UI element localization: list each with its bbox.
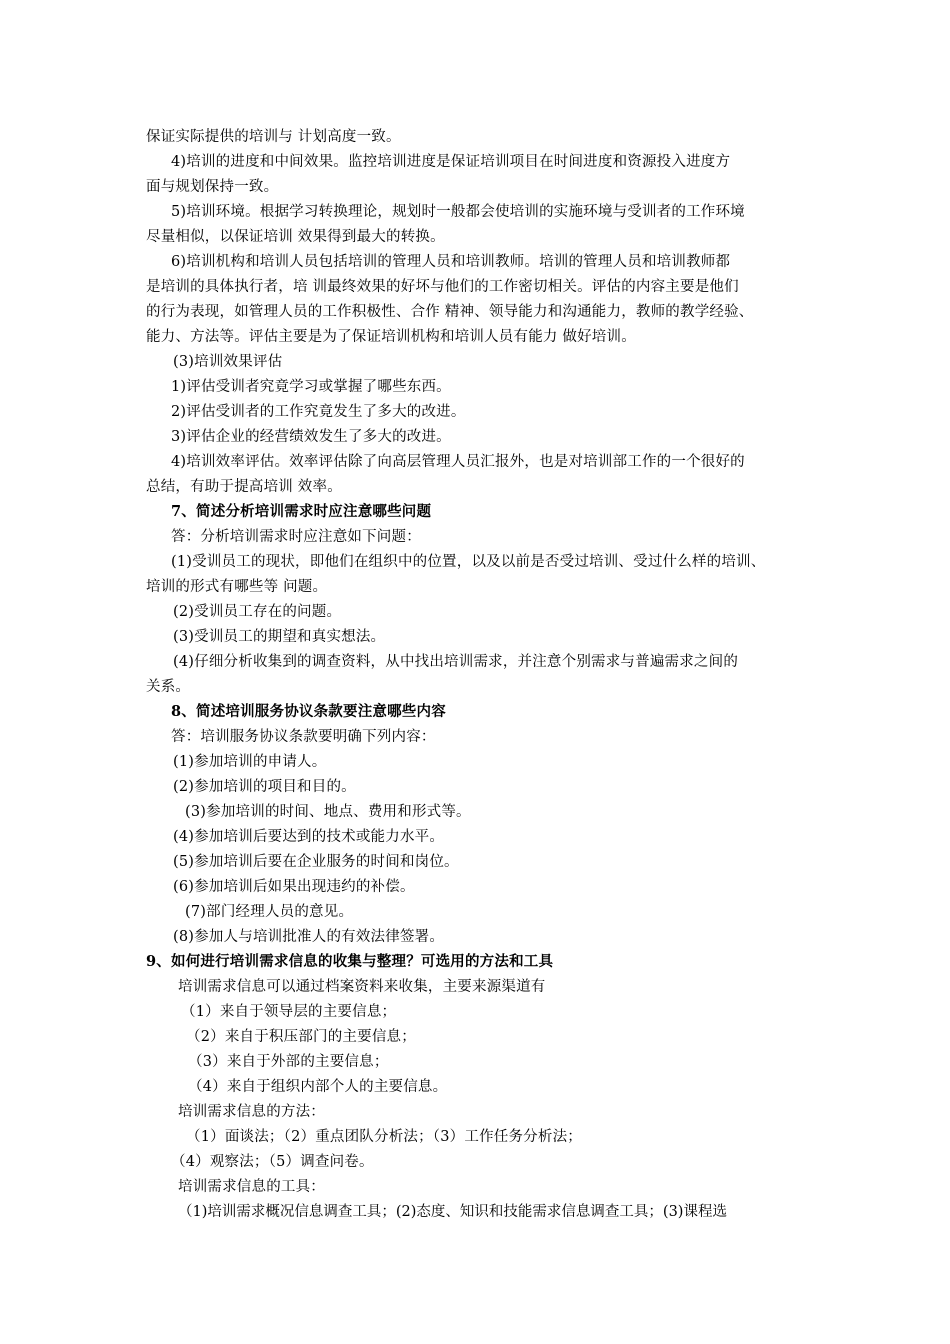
text-line: 的行为表现，如管理人员的工作积极性、合作 精神、领导能力和沟通能力，教师的教学经验、 [146,304,754,320]
text-line: 面与规划保持一致。 [146,179,279,195]
text-line: (1)受训员工的现状，即他们在组织中的位置，以及以前是否受过培训、受过什么样的培训、 [171,554,766,570]
text-line: 是培训的具体执行者，培 训最终效果的好坏与他们的工作密切相关。评估的内容主要是他们 [146,279,739,295]
text-line: 培训需求信息的工具： [178,1179,325,1195]
text-line: 4)培训的进度和中间效果。监控培训进度是保证培训项目在时间进度和资源投入进度方 [171,154,731,170]
text-line: 2)评估受训者的工作究竟发生了多大的改进。 [171,404,466,420]
text-line: （1）面谈法；（2）重点团队分析法；（3）工作任务分析法； [186,1129,582,1145]
text-line: 5)培训环境。根据学习转换理论，规划时一般都会使培训的实施环境与受训者的工作环境 [171,204,745,220]
list-item: (2)参加培训的项目和目的。 [173,779,356,795]
text-line: 保证实际提供的培训与 计划高度一致。 [146,129,401,145]
text-line: 答：分析培训需求时应注意如下问题： [171,529,421,545]
list-item: （2）来自于积压部门的主要信息； [186,1029,416,1045]
text-line: 1)评估受训者究竟学习或掌握了哪些东西。 [171,379,451,395]
list-item: (7)部门经理人员的意见。 [185,904,354,920]
text-line: 关系。 [146,679,191,695]
text-line: 能力、方法等。评估主要是为了保证培训机构和培训人员有能力 做好培训。 [146,329,636,345]
list-item: （3）来自于外部的主要信息； [188,1054,389,1070]
list-item: (1)参加培训的申请人。 [173,754,327,770]
subheading: (3)培训效果评估 [173,354,283,370]
text-line: (3)受训员工的期望和真实想法。 [173,629,386,645]
text-line: 尽量相似，以保证培训 效果得到最大的转换。 [146,229,445,245]
list-item: （4）来自于组织内部个人的主要信息。 [188,1079,448,1095]
text-line: （4）观察法；（5）调查问卷。 [171,1154,374,1170]
list-item: (5)参加培训后要在企业服务的时间和岗位。 [173,854,459,870]
text-line: 3)评估企业的经营绩效发生了多大的改进。 [171,429,451,445]
list-item: （1）来自于领导层的主要信息； [181,1004,397,1020]
list-item: (3)参加培训的时间、地点、费用和形式等。 [185,804,471,820]
text-line: 答：培训服务协议条款要明确下列内容： [171,729,436,745]
text-line: 培训的形式有哪些等 问题。 [146,579,328,595]
text-line: （1)培训需求概况信息调查工具；(2)态度、知识和技能需求信息调查工具；(3)课程选 [178,1204,727,1220]
list-item: (8)参加人与培训批准人的有效法律签署。 [173,929,445,945]
text-line: 6)培训机构和培训人员包括培训的管理人员和培训教师。培训的管理人员和培训教师都 [171,254,731,270]
text-line: 培训需求信息可以通过档案资料来收集，主要来源渠道有 [178,979,546,995]
text-line: 4)培训效率评估。效率评估除了向高层管理人员汇报外，也是对培训部工作的一个很好的 [171,454,745,470]
text-line: (4)仔细分析收集到的调查资料，从中找出培训需求，并注意个别需求与普遍需求之间的 [173,654,739,670]
text-line: (2)受训员工存在的问题。 [173,604,342,620]
section-heading-7: 7、简述分析培训需求时应注意哪些问题 [171,503,432,520]
section-heading-8: 8、简述培训服务协议条款要注意哪些内容 [171,703,446,720]
list-item: (6)参加培训后如果出现违约的补偿。 [173,879,415,895]
section-heading-9: 9、如何进行培训需求信息的收集与整理？可选用的方法和工具 [146,953,554,970]
text-line: 培训需求信息的方法： [178,1104,325,1120]
text-line: 总结，有助于提高培训 效率。 [146,479,342,495]
list-item: (4)参加培训后要达到的技术或能力水平。 [173,829,445,845]
